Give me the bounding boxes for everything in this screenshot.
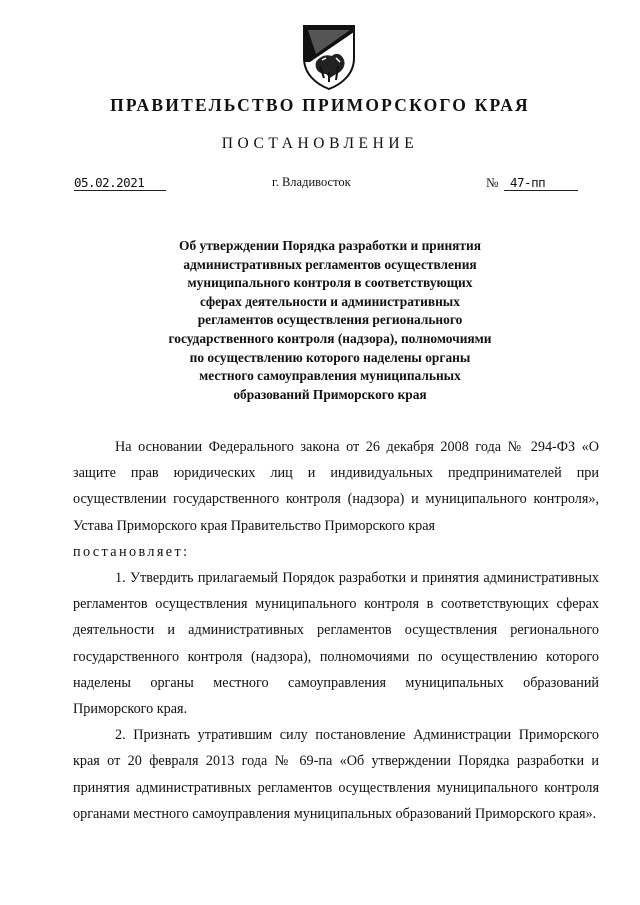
document-type: ПОСТАНОВЛЕНИЕ [221,135,419,152]
number-sign: № [486,175,499,190]
title-line: муниципального контроля в соответствующих [187,275,473,291]
title-line: государственного контроля (надзора), полномочиями [168,330,492,346]
date-underline [74,190,166,191]
item-2-paragraph: 2. Признать утратившим силу постановление Администрации Приморского края от 20 февраля 2013 года № 69-па «Об утверждении Порядка разработки и принятия административных регламентов осуществления муниципального контроля органами местного самоуправления муниципальных образований Приморского края». [73,727,599,822]
primorsky-krai-coat-of-arms-icon [296,22,362,92]
document-number: 47-пп [510,175,546,190]
document-body [73,434,599,827]
title-line: местного самоуправления муниципальных [199,368,461,384]
number-underline [504,190,578,191]
preamble-paragraph: На основании Федерального закона от 26 декабря 2008 года № 294-ФЗ «О защите прав юридических лиц и индивидуальных предпринимателей при осуществлении государственного контроля (надзора) и муниципального контроля», Устава Приморского края Правительство Приморского края [73,439,599,534]
title-line: административных регламентов осуществления [183,256,477,272]
document-meta [0,175,640,195]
title-line: сферах деятельности и административных [200,293,460,309]
title-line: регламентов осуществления регионального [197,312,463,328]
item-1-paragraph: 1. Утвердить прилагаемый Порядок разработки и принятия административных регламентов осуществления муниципального контроля в соответствующих сферах деятельности и административных регламентов осуществления регионального государственного контроля (надзора), полномочиями по осуществлению которого наделены органы местного самоуправления муниципальных образований Приморского края. [73,570,599,718]
document-date: 05.02.2021 [74,175,145,190]
title-line: Об утверждении Порядка разработки и принятия [179,238,481,253]
resolves-word: постановляет: [73,543,190,560]
title-line: по осуществлению которого наделены органы [189,349,471,365]
title-line: образований Приморского края [233,386,427,402]
document-title [100,237,560,404]
government-title: ПРАВИТЕЛЬСТВО ПРИМОРСКОГО КРАЯ [110,95,530,115]
document-city: г. Владивосток [272,175,351,189]
